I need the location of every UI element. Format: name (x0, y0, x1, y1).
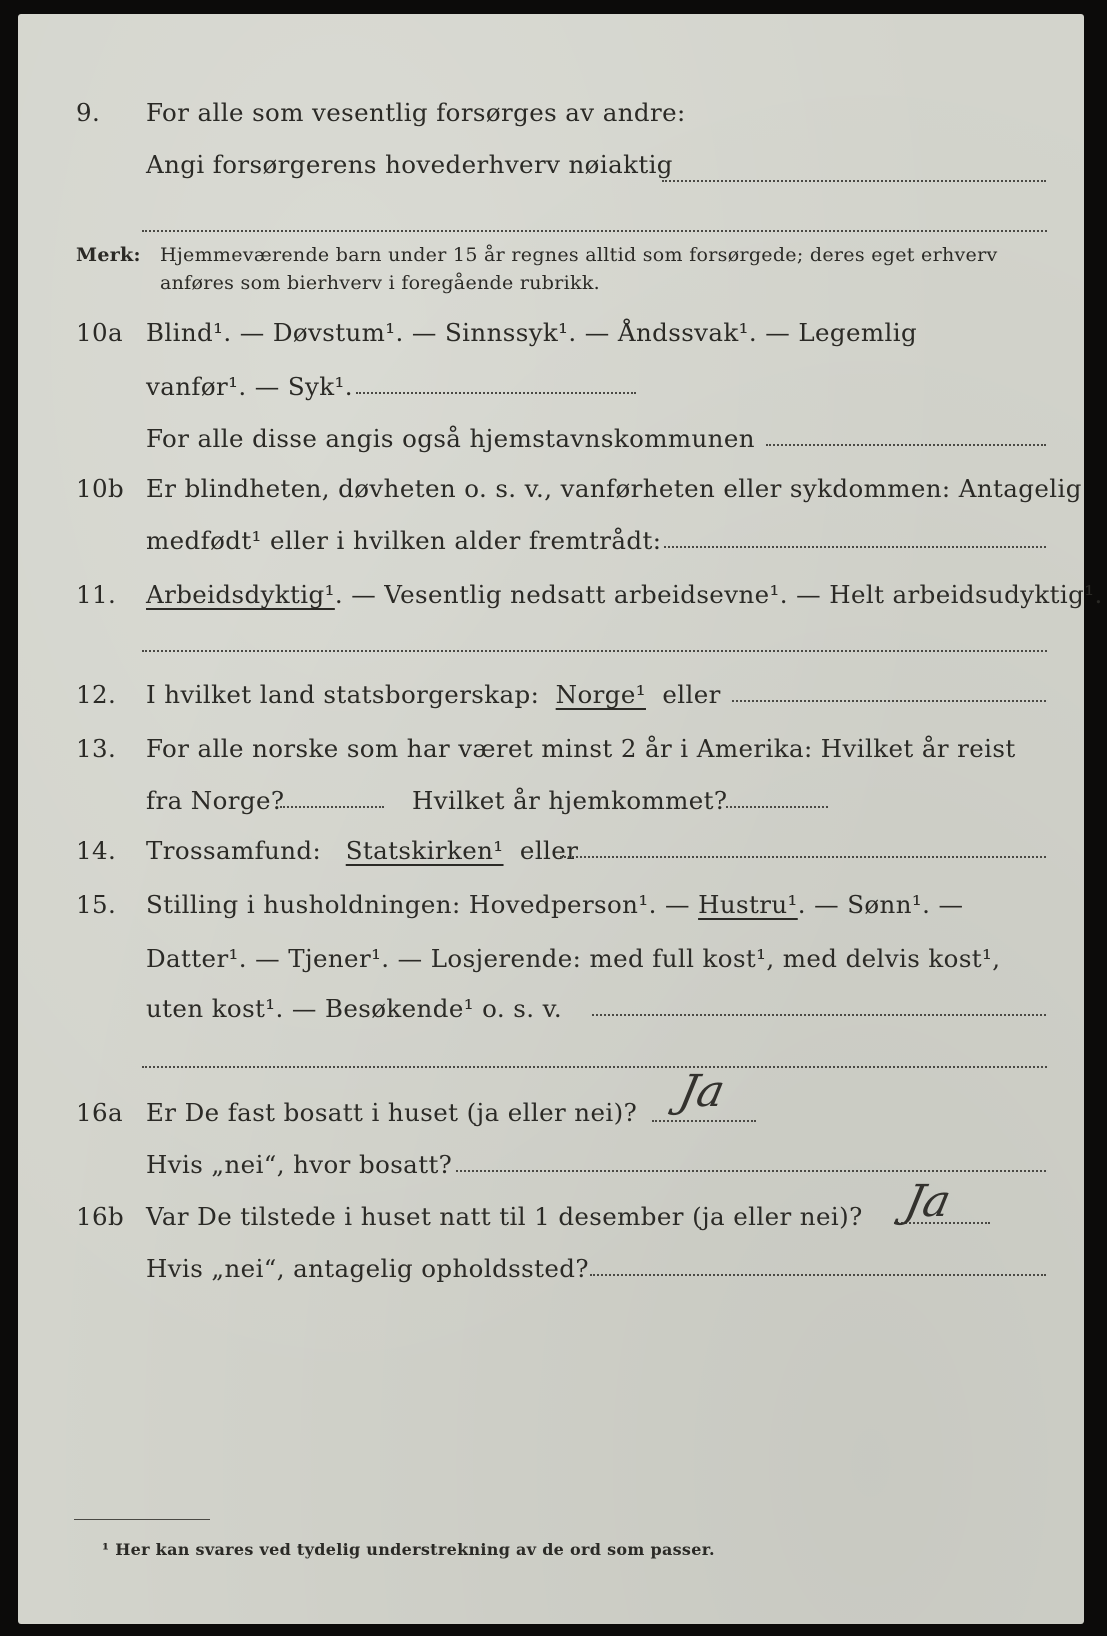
q14-option-statskirken[interactable]: Statskirken¹ (345, 836, 504, 865)
q15-option-hustru[interactable]: Hustru¹ (698, 890, 798, 919)
merk-text-1: Hjemmeværende barn under 15 år regnes alltid som forsørgede; deres eget erhverv (160, 244, 998, 266)
q16b-number: 16b (76, 1202, 125, 1231)
q10b-text-1: Er blindheten, døvheten o. s. v., vanførheten eller sykdommen: Antagelig (146, 474, 1082, 503)
q11-number: 11. (76, 580, 117, 609)
q15-text-1a: Stilling i husholdningen: Hovedperson¹. — (146, 890, 690, 919)
q10b-text-2: medfødt¹ eller i hvilken alder fremtrådt: (146, 526, 662, 555)
q15-number: 15. (76, 890, 117, 919)
q9-answer-line[interactable] (662, 180, 1046, 182)
q16a-handwritten-answer: Ja (674, 1066, 730, 1117)
q16b-text-2: Hvis „nei“, antagelig opholdssted? (146, 1254, 589, 1283)
q12-text-pre: I hvilket land statsborgerskap: (146, 680, 540, 709)
q15-text-2: Datter¹. — Tjener¹. — Losjerende: med full kost¹, med delvis kost¹, (146, 944, 1001, 973)
footnote (102, 1540, 715, 1559)
q9-answer-line-2[interactable] (142, 230, 1047, 232)
q13-number: 13. (76, 734, 117, 763)
q11-answer-line[interactable] (142, 650, 1047, 652)
q14-answer-line[interactable] (560, 856, 1046, 858)
q13-text-1: For alle norske som har været minst 2 år i Amerika: Hvilket år reist (146, 734, 1016, 763)
q13-hjemkommet-line[interactable] (726, 806, 828, 808)
q13-reist-line[interactable] (280, 806, 384, 808)
q10a-number: 10a (76, 318, 123, 347)
q10a-text-1: Blind¹. — Døvstum¹. — Sinnssyk¹. — Åndssvak¹. — Legemlig (146, 318, 918, 347)
q12-text (146, 680, 721, 709)
q16a-text-2: Hvis „nei“, hvor bosatt? (146, 1150, 453, 1179)
q16a-answer-line[interactable] (652, 1120, 756, 1122)
q11-text-rest: . — Vesentlig nedsatt arbeidsevne¹. — Helt arbeidsudyktig¹. (334, 580, 1103, 609)
q9-number: 9. (76, 98, 101, 127)
q10b-number: 10b (76, 474, 125, 503)
q16b-opholdssted-line[interactable] (590, 1274, 1046, 1276)
merk-text-2: anføres som bierhverv i foregående rubrikk. (160, 272, 600, 294)
q11-text (146, 580, 1103, 609)
q15-text-1 (146, 890, 963, 919)
q10a-text-2: vanfør¹. — Syk¹. (146, 372, 353, 401)
q15-answer-line[interactable] (592, 1014, 1046, 1016)
q10a-kommune-line[interactable] (766, 444, 1046, 446)
q16a-number: 16a (76, 1098, 123, 1127)
q11-option-arbeidsdyktig[interactable]: Arbeidsdyktig¹ (146, 580, 335, 609)
q15-answer-line-2[interactable] (142, 1066, 1047, 1068)
q13-text-2b: Hvilket år hjemkommet? (412, 786, 728, 815)
q16b-text-1: Var De tilstede i huset natt til 1 desember (ja eller nei)? (146, 1202, 863, 1231)
q10a-text-3: For alle disse angis også hjemstavnskommunen (146, 424, 755, 453)
q12-number: 12. (76, 680, 117, 709)
q9-text-2: Angi forsørgerens hovederhverv nøiaktig (146, 150, 673, 179)
q12-answer-line[interactable] (732, 700, 1046, 702)
q14-text (146, 836, 578, 865)
merk-label: Merk: (76, 244, 141, 266)
q10a-syk-line[interactable] (356, 392, 636, 394)
q14-text-pre: Trossamfund: (146, 836, 322, 865)
q14-text-post: eller (519, 836, 579, 865)
q16a-text-1: Er De fast bosatt i huset (ja eller nei)? (146, 1098, 638, 1127)
q15-text-3: uten kost¹. — Besøkende¹ o. s. v. (146, 994, 563, 1023)
q14-number: 14. (76, 836, 117, 865)
q12-option-norge[interactable]: Norge¹ (555, 680, 646, 709)
footnote-mark: ¹ (102, 1540, 110, 1559)
q13-text-2a: fra Norge? (146, 786, 285, 815)
q9-text-1: For alle som vesentlig forsørges av andre: (146, 98, 686, 127)
footnote-rule (74, 1519, 210, 1520)
q15-text-1b: . — Sønn¹. — (797, 890, 964, 919)
q16a-bosatt-line[interactable] (456, 1170, 1046, 1172)
q16b-handwritten-answer: Ja (900, 1176, 956, 1227)
footnote-text: Her kan svares ved tydelig understrekning av de ord som passer. (115, 1540, 715, 1559)
q10b-answer-line[interactable] (664, 546, 1046, 548)
q12-text-post: eller (662, 680, 721, 709)
